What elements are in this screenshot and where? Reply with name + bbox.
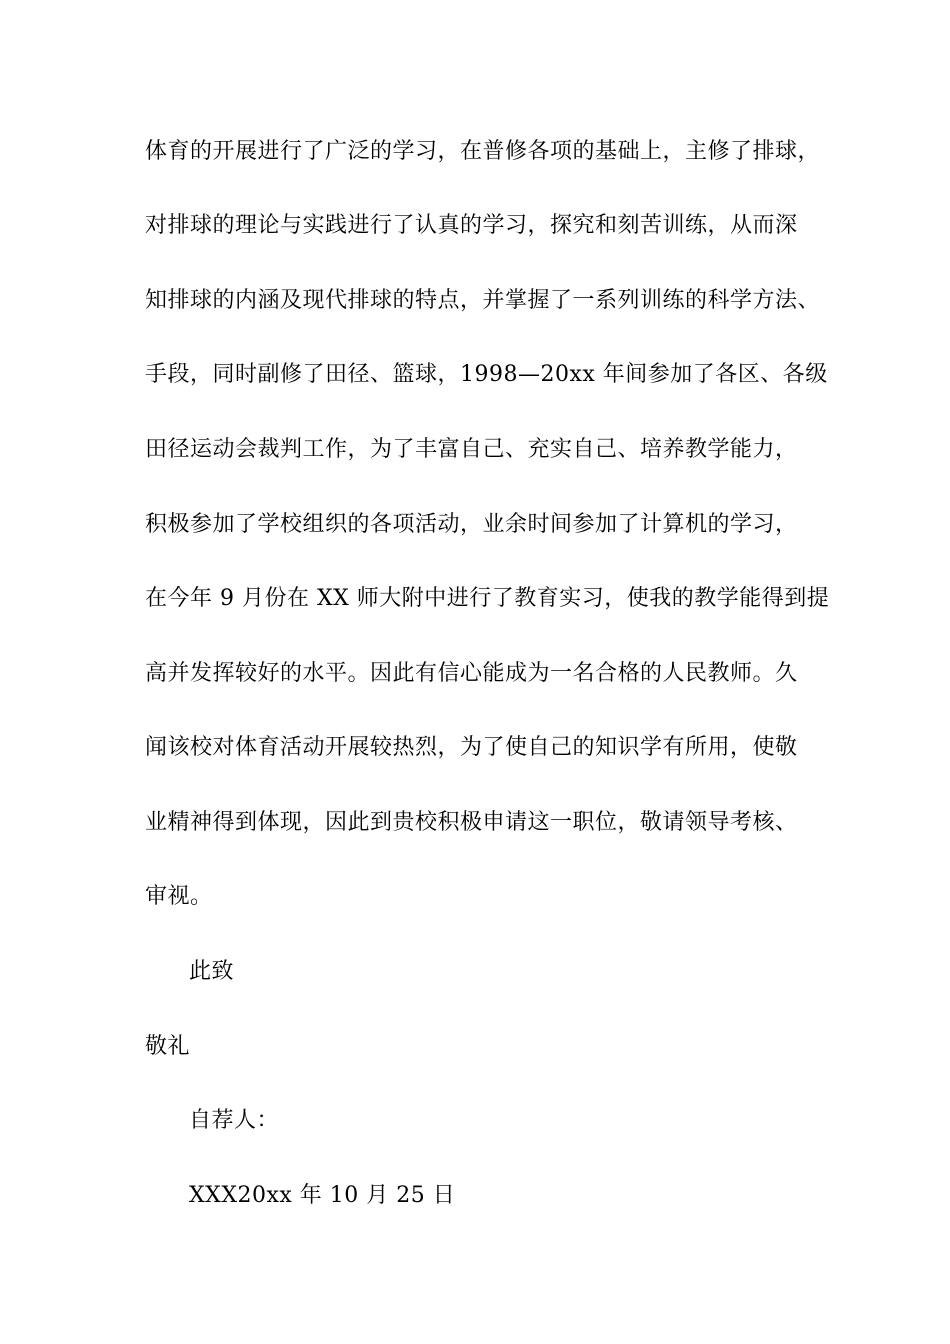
body-line-2: 对排球的理论与实践进行了认真的学习，探究和刻苦训练，从而深 [145, 213, 798, 238]
body-line-7: 在今年 9 月份在 XX 师大附中进行了教育实习，使我的教学能得到提 [145, 586, 830, 611]
body-line-5: 田径运动会裁判工作，为了丰富自己、充实自己、培养教学能力， [145, 437, 798, 462]
body-line-8: 高并发挥较好的水平。因此有信心能成为一名合格的人民教师。久 [145, 661, 798, 686]
body-line-4: 手段，同时副修了田径、篮球，1998—20xx 年间参加了各区、各级 [145, 362, 828, 387]
signature-date: XXX20xx 年 10 月 25 日 [189, 1183, 456, 1208]
body-line-3: 知排球的内涵及现代排球的特点，并掌握了一系列训练的科学方法、 [145, 288, 821, 313]
body-line-1: 体育的开展进行了广泛的学习，在普修各项的基础上，主修了排球， [145, 139, 821, 164]
salutation: 敬礼 [145, 1034, 191, 1059]
body-line-6: 积极参加了学校组织的各项活动，业余时间参加了计算机的学习， [145, 512, 798, 537]
body-line-9: 闻该校对体育活动开展较热烈，为了使自己的知识学有所用，使敬 [145, 735, 798, 760]
body-line-10: 业精神得到体现，因此到贵校积极申请这一职位，敬请领导考核、 [145, 810, 798, 835]
body-line-11: 审视。 [145, 884, 213, 909]
closing-phrase: 此致 [189, 959, 235, 984]
signature-label: 自荐人： [189, 1108, 280, 1133]
